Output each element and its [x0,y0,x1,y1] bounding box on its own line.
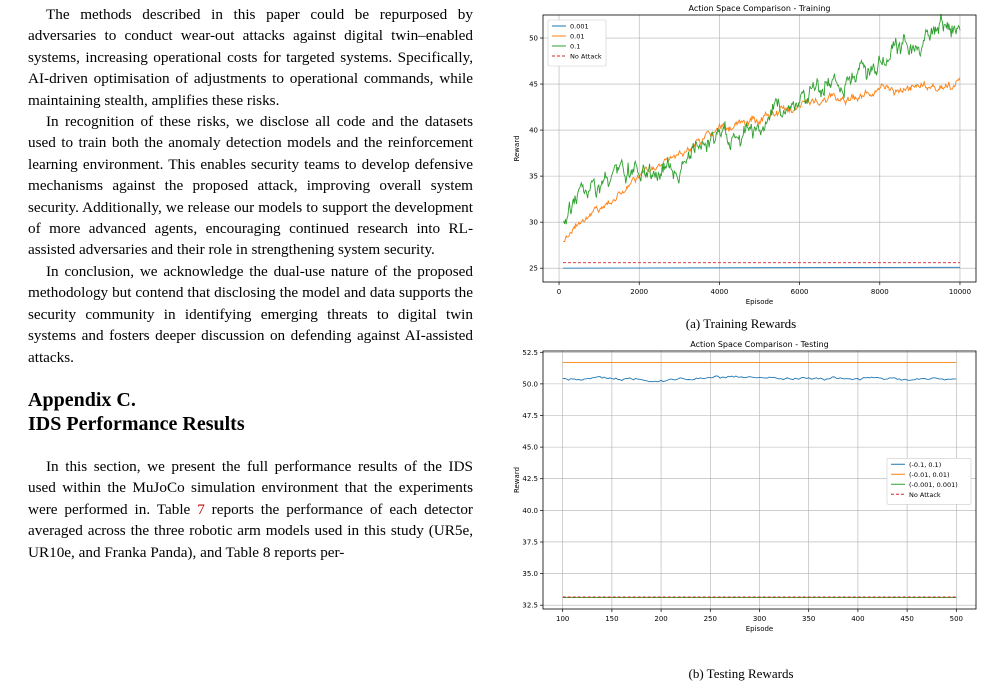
x-tick-label: 450 [900,615,914,623]
y-tick-label: 50.0 [522,380,538,389]
legend-label: (-0.1, 0.1) [909,460,942,469]
y-tick-label: 45 [529,80,538,89]
y-tick-label: 50 [529,34,538,43]
legend-label: No Attack [909,490,941,499]
x-tick-label: 6000 [790,288,809,296]
y-tick-label: 25 [529,264,538,273]
y-tick-label: 45.0 [522,443,538,452]
training-rewards-chart [497,0,983,310]
y-tick-label: 35 [529,172,538,181]
left-text-column [28,4,473,563]
y-axis-label: Reward [513,466,521,494]
testing-rewards-chart [497,338,983,638]
right-figure-column [497,0,983,694]
paragraph: The methods described in this paper could be repurposed by adversaries to conduct wear-out attacks against digital twin–enabled systems, increasing operational costs for targeted systems. Specifically, AI-driven optimisation of adjustments to operational commands, while maintaining stealth, amplifies these risks. [28,6,473,109]
paragraph-text: In this section, we present the full performance results of the IDS used within the MuJoCo simulation environment that the experiments were performed in. Table [28,457,473,518]
y-tick-label: 35.0 [522,570,538,579]
figure-caption-b: (b) Testing Rewards [688,666,794,681]
appendix-heading [28,388,473,436]
chart-title: Action Space Comparison - Testing [690,340,829,349]
x-tick-label: 500 [949,615,964,623]
x-tick-label: 150 [605,615,619,623]
x-axis-label: Episode [745,298,774,306]
y-tick-label: 42.5 [522,475,538,484]
y-tick-label: 47.5 [522,412,538,420]
y-tick-label: 32.5 [522,601,538,610]
x-tick-label: 100 [555,615,570,623]
y-tick-label: 40 [529,126,538,135]
legend-label: (-0.001, 0.001) [909,480,958,489]
figure-caption-a: (a) Training Rewards [685,316,797,331]
paragraph [28,456,473,563]
x-tick-label: 350 [802,615,816,623]
y-axis-label: Reward [513,135,521,162]
appendix-title: IDS Performance Results [28,412,245,435]
x-tick-label: 400 [851,615,865,623]
chart-title: Action Space Comparison - Training [688,4,831,13]
legend-label: 0.1 [570,42,581,51]
paragraph-text: reports the performance of each detector averaged across the three robotic arm models used in this study (UR5e, UR10e, and Franka Panda), and Table 8 reports per- [28,500,473,561]
x-tick-label: 300 [752,615,767,623]
appendix-label: Appendix C. [28,388,136,411]
paragraph: In conclusion, we acknowledge the dual-use nature of the proposed methodology but contend that disclosing the model and data supports the security community in identifying emerging threats to digital twin systems and fosters deeper discussion on defending against AI-assisted attacks. [28,262,473,366]
x-tick-label: 250 [703,615,717,623]
x-tick-label: 0 [556,288,562,296]
x-tick-label: 8000 [870,288,889,296]
y-tick-label: 52.5 [522,348,538,357]
y-tick-label: 37.5 [522,538,538,547]
legend-label: 0.001 [570,22,589,31]
plot-frame [543,15,976,282]
x-axis-label: Episode [745,625,774,633]
legend-label: (-0.01, 0.01) [909,470,950,479]
x-tick-label: 200 [654,615,668,623]
y-tick-label: 40.0 [522,506,538,515]
legend-label: No Attack [570,52,602,61]
x-tick-label: 4000 [710,288,729,296]
y-tick-label: 30 [529,218,538,227]
legend-label: 0.01 [570,32,585,41]
paragraph: In recognition of these risks, we disclose all code and the datasets used to train both the anomaly detection models and the reinforcement learning environment. This enables security teams to develop defensive mechanisms against the proposed attack, improving overall system security. Additionally, we release our models to support the development of more advanced agents, encouraging continued research into RL-assisted adversaries and their role in strengthening system security. [28,113,473,259]
x-tick-label: 2000 [630,288,649,296]
series-line [563,78,960,241]
x-tick-label: 10000 [948,288,972,296]
table-reference-link[interactable]: 7 [197,500,205,518]
